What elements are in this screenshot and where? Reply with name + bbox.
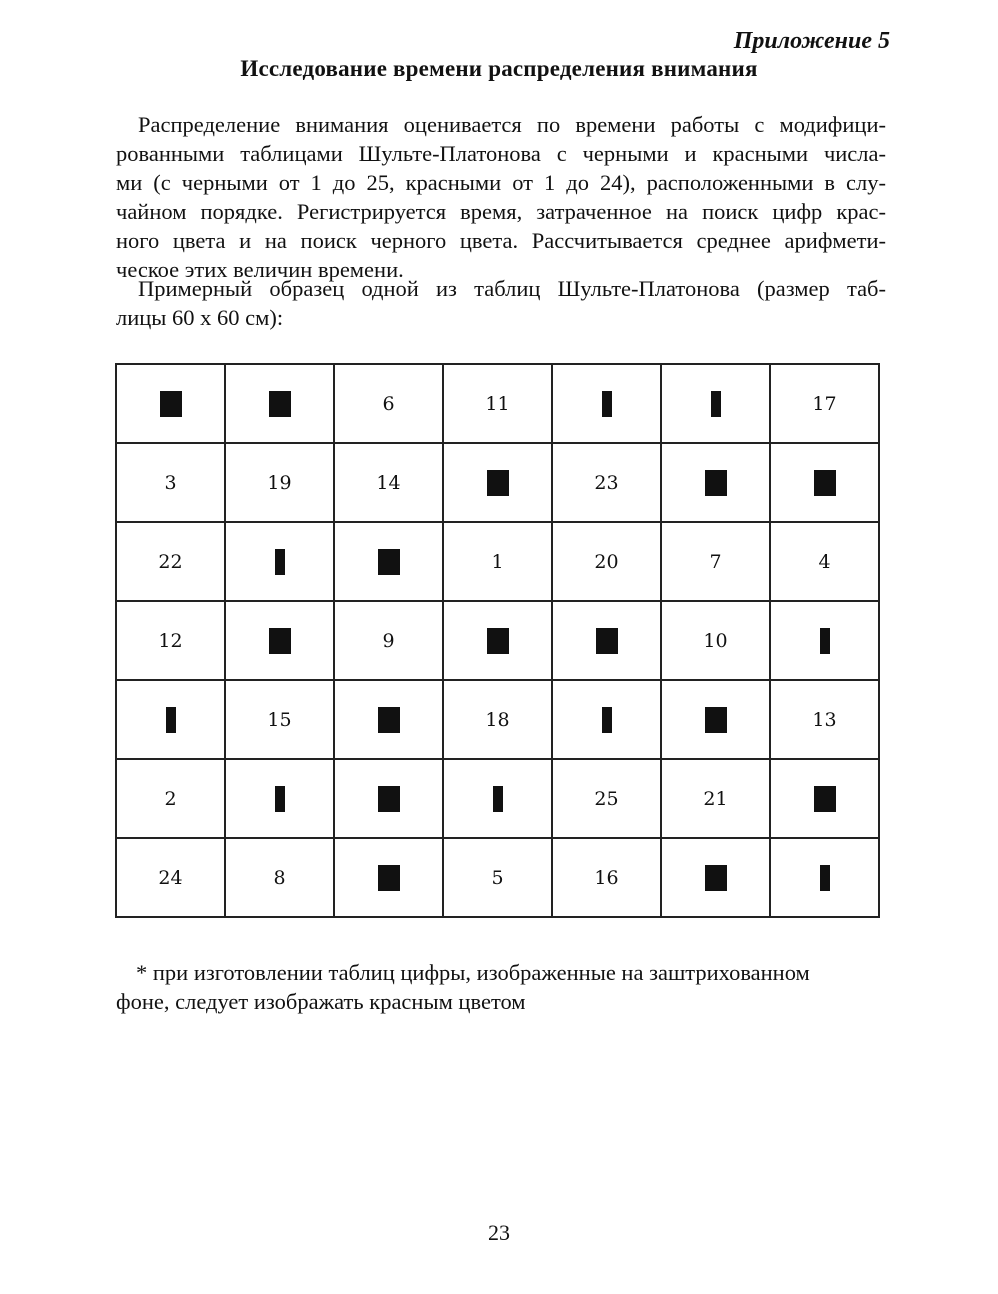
table-cell [770, 364, 879, 443]
table-cell [443, 522, 552, 601]
red-number-mark [711, 391, 721, 417]
paragraph-line: Распределение внимания оценивается по времени работы с модифици- [138, 112, 886, 137]
table-cell [552, 364, 661, 443]
table-cell [225, 838, 334, 917]
table-cell [661, 522, 770, 601]
red-number-mark [814, 786, 836, 812]
footnote [116, 958, 886, 1016]
paragraph-line: лицы 60 х 60 см): [116, 305, 284, 330]
red-number-mark [493, 786, 503, 812]
red-number-mark [705, 470, 727, 496]
cell-number: 3 [164, 471, 177, 494]
cell-number: 12 [158, 629, 183, 652]
red-number-mark [275, 786, 285, 812]
table-cell [334, 522, 443, 601]
table-cell [116, 443, 225, 522]
cell-number: 13 [812, 708, 837, 731]
table-cell [225, 522, 334, 601]
cell-number: 4 [818, 550, 831, 573]
table-cell [770, 838, 879, 917]
cell-number: 7 [709, 550, 722, 573]
cell-number: 15 [267, 708, 292, 731]
table-cell [443, 364, 552, 443]
table-cell [116, 838, 225, 917]
table-cell [334, 759, 443, 838]
paragraph-line: Примерный образец одной из таблиц Шульте-Платонова (размер таб- [138, 276, 886, 301]
table-cell [661, 838, 770, 917]
table-cell [770, 680, 879, 759]
table-cell [225, 364, 334, 443]
table-cell [661, 680, 770, 759]
table-cell [443, 680, 552, 759]
table-cell [116, 759, 225, 838]
cell-number: 9 [382, 629, 395, 652]
paragraph-line: рованными таблицами Шульте-Платонова с черными и красными числа- [116, 141, 886, 166]
cell-number: 1 [491, 550, 504, 573]
table-cell [334, 443, 443, 522]
cell-number: 16 [594, 866, 619, 889]
red-number-mark [378, 707, 400, 733]
table-cell [770, 601, 879, 680]
sample-intro-paragraph [116, 274, 886, 332]
footnote-line: фоне, следует изображать красным цветом [116, 989, 526, 1014]
red-number-mark [602, 391, 612, 417]
footnote-line: * при изготовлении таблиц цифры, изображенные на заштрихованном [136, 960, 810, 985]
cell-number: 18 [485, 708, 510, 731]
table-row [116, 601, 879, 680]
paragraph-line: чайном порядке. Регистрируется время, затраченное на поиск цифр крас- [116, 199, 886, 224]
cell-number: 17 [812, 392, 837, 415]
cell-number: 19 [267, 471, 292, 494]
paragraph-line: ческое этих величин времени. [116, 257, 404, 282]
paragraph-line: ми (с черными от 1 до 25, красными от 1 до 24), расположенными в слу- [116, 170, 886, 195]
cell-number: 2 [164, 787, 177, 810]
red-number-mark [269, 628, 291, 654]
table-cell [552, 522, 661, 601]
red-number-mark [602, 707, 612, 733]
paragraph-line: ного цвета и на поиск черного цвета. Рассчитывается среднее арифмети- [116, 228, 886, 253]
table-cell [552, 680, 661, 759]
table-cell [770, 443, 879, 522]
cell-number: 21 [703, 787, 728, 810]
table-cell [443, 443, 552, 522]
description-paragraph [116, 110, 886, 284]
table-cell [443, 759, 552, 838]
cell-number: 14 [376, 471, 401, 494]
red-number-mark [705, 707, 727, 733]
table-row [116, 522, 879, 601]
appendix-label: Приложение 5 [733, 28, 890, 54]
red-number-mark [487, 470, 509, 496]
table-row [116, 838, 879, 917]
table-cell [661, 759, 770, 838]
page-number: 23 [488, 1220, 510, 1245]
red-number-mark [378, 549, 400, 575]
red-number-mark [596, 628, 618, 654]
table-row [116, 364, 879, 443]
red-number-mark [275, 549, 285, 575]
red-number-mark [820, 628, 830, 654]
table-cell [661, 364, 770, 443]
cell-number: 5 [491, 866, 504, 889]
table-cell [225, 759, 334, 838]
schulte-table-body [116, 364, 879, 917]
cell-number: 24 [158, 866, 183, 889]
table-cell [443, 838, 552, 917]
table-cell [116, 601, 225, 680]
red-number-mark [269, 391, 291, 417]
table-cell [770, 759, 879, 838]
table-cell [334, 838, 443, 917]
table-cell [661, 443, 770, 522]
table-cell [552, 601, 661, 680]
table-cell [225, 680, 334, 759]
cell-number: 22 [158, 550, 183, 573]
cell-number: 6 [382, 392, 395, 415]
cell-number: 11 [485, 392, 510, 415]
red-number-mark [705, 865, 727, 891]
table-cell [116, 680, 225, 759]
table-cell [552, 838, 661, 917]
cell-number: 23 [594, 471, 619, 494]
red-number-mark [820, 865, 830, 891]
red-number-mark [378, 865, 400, 891]
schulte-table [115, 363, 880, 918]
table-cell [443, 601, 552, 680]
table-cell [552, 759, 661, 838]
cell-number: 25 [594, 787, 619, 810]
cell-number: 8 [273, 866, 286, 889]
cell-number: 10 [703, 629, 728, 652]
table-cell [552, 443, 661, 522]
table-cell [334, 601, 443, 680]
table-cell [225, 601, 334, 680]
table-cell [661, 601, 770, 680]
red-number-mark [814, 470, 836, 496]
table-cell [334, 364, 443, 443]
table-row [116, 759, 879, 838]
table-cell [334, 680, 443, 759]
table-row [116, 443, 879, 522]
table-cell [116, 364, 225, 443]
table-cell [116, 522, 225, 601]
red-number-mark [487, 628, 509, 654]
red-number-mark [160, 391, 182, 417]
page-title: Исследование времени распределения внимания [240, 56, 758, 81]
table-cell [770, 522, 879, 601]
cell-number: 20 [594, 550, 619, 573]
table-cell [225, 443, 334, 522]
table-row [116, 680, 879, 759]
red-number-mark [378, 786, 400, 812]
red-number-mark [166, 707, 176, 733]
